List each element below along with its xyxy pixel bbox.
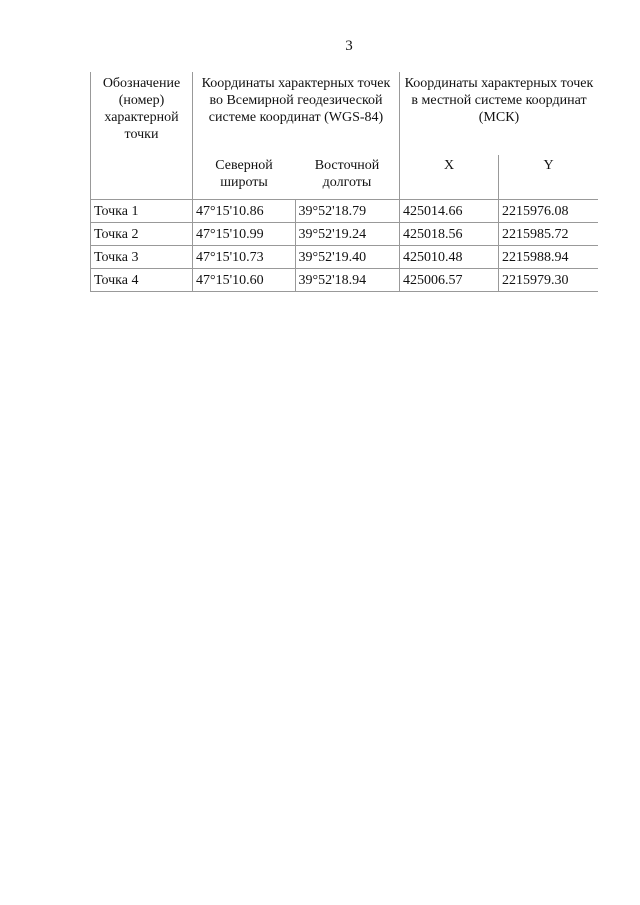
cell-x: 425014.66 [400,200,499,223]
cell-y: 2215979.30 [499,269,599,292]
header-longitude: Восточной долготы [295,155,400,200]
cell-point: Точка 2 [91,223,193,246]
cell-y: 2215976.08 [499,200,599,223]
table-row [91,223,599,246]
cell-longitude: 39°52'19.24 [295,223,400,246]
cell-longitude: 39°52'18.79 [295,200,400,223]
header-wgs84-group: Координаты характерных точек во Всемирной геодезической системе координат (WGS-84) [193,72,400,155]
cell-latitude: 47°15'10.60 [193,269,296,292]
page-number: 3 [345,38,353,54]
cell-x: 425018.56 [400,223,499,246]
cell-longitude: 39°52'18.94 [295,269,400,292]
header-latitude: Северной широты [193,155,296,200]
cell-x: 425006.57 [400,269,499,292]
cell-latitude: 47°15'10.99 [193,223,296,246]
cell-latitude: 47°15'10.73 [193,246,296,269]
table-row [91,246,599,269]
header-x: X [400,155,499,200]
header-msk-group: Координаты характерных точек в местной системе координат (МСК) [400,72,599,155]
cell-point: Точка 4 [91,269,193,292]
header-designation: Обозначение (номер) характерной точки [91,72,193,200]
cell-y: 2215988.94 [499,246,599,269]
cell-point: Точка 3 [91,246,193,269]
cell-point: Точка 1 [91,200,193,223]
cell-longitude: 39°52'19.40 [295,246,400,269]
cell-latitude: 47°15'10.86 [193,200,296,223]
table-header-row [91,72,599,155]
header-y: Y [543,158,554,173]
cell-y: 2215985.72 [499,223,599,246]
coordinates-table [90,72,598,292]
table-row [91,269,599,292]
table-row [91,200,599,223]
cell-x: 425010.48 [400,246,499,269]
